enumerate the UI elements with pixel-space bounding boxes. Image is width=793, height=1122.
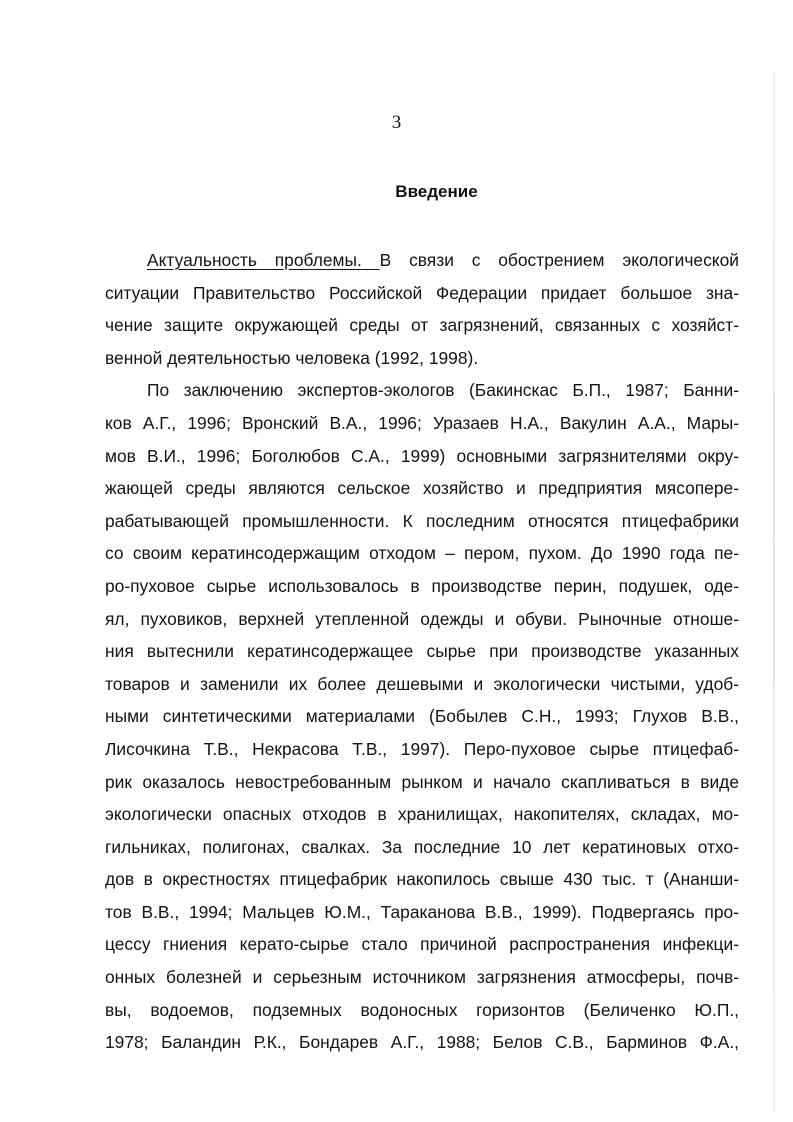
text-line: ял, пуховиков, верхней утепленной одежды и обуви. Рыночные отноше-	[105, 608, 739, 629]
topic-lead-phrase: Актуальность проблемы.	[147, 250, 380, 270]
document-body	[105, 244, 739, 1059]
text-line: онных болезней и серьезным источником загрязнения атмосферы, почв-	[105, 967, 739, 988]
text-line: рабатывающей промышленности. К последним относятся птицефабрики	[105, 510, 739, 531]
text-line: дов в окрестностях птицефабрик накопилось свыше 430 тыс. т (Ананши-	[105, 869, 739, 890]
text-line: цессу гниения керато-сырье стало причиной распространения инфекци-	[105, 934, 739, 955]
text-line: 1978; Баландин Р.К., Бондарев А.Г., 1988; Белов С.В., Барминов Ф.А.,	[105, 1032, 739, 1053]
text-line: рик оказалось невостребованным рынком и начало скапливаться в виде	[105, 771, 739, 792]
text-line: По заключению экспертов-экологов (Бакинскас Б.П., 1987; Банни-	[147, 380, 739, 401]
text-line: Лисочкина Т.В., Некрасова Т.В., 1997). Перо-пуховое сырье птицефаб-	[105, 738, 739, 759]
page-number: 3	[391, 112, 402, 133]
text-line-content: В связи с обострением экологической	[379, 250, 739, 270]
text-line: товаров и заменили их более дешевыми и экологически чистыми, удоб-	[105, 673, 739, 694]
text-line: ро-пуховое сырье использовалось в производстве перин, подушек, оде-	[105, 575, 739, 596]
text-line: ситуации Правительство Российской Федерации придает большое зна-	[105, 282, 739, 303]
text-line: мов В.И., 1996; Боголюбов С.А., 1999) основными загрязнителями окру-	[105, 445, 739, 466]
text-line: со своим кератинсодержащим отходом – пером, пухом. До 1990 года пе-	[105, 543, 739, 564]
text-line: чение защите окружающей среды от загрязнений, связанных с хозяйст-	[105, 315, 739, 336]
scan-edge-shadow	[773, 72, 775, 1112]
text-line: жающей среды являются сельское хозяйство и предприятия мясопере-	[105, 478, 739, 499]
text-line: тов В.В., 1994; Мальцев Ю.М., Тараканова В.В., 1999). Подвергаясь про-	[105, 901, 739, 922]
text-line: венной деятельностью человека (1992, 1998).	[105, 347, 479, 368]
text-line	[105, 244, 739, 277]
text-line: ков А.Г., 1996; Вронский В.А., 1996; Уразаев Н.А., Вакулин А.А., Мары-	[105, 412, 739, 433]
text-line: ния вытеснили кератинсодержащее сырье при производстве указанных	[105, 641, 739, 662]
text-line: ными синтетическими материалами (Бобылев С.Н., 1993; Глухов В.В.,	[105, 706, 739, 727]
text-line: вы, водоемов, подземных водоносных горизонтов (Беличенко Ю.П.,	[105, 999, 739, 1020]
section-heading: Введение	[395, 182, 478, 201]
text-line: гильниках, полигонах, свалках. За последние 10 лет кератиновых отхо-	[105, 836, 739, 857]
text-line: экологически опасных отходов в хранилищах, накопителях, складах, мо-	[105, 804, 739, 825]
